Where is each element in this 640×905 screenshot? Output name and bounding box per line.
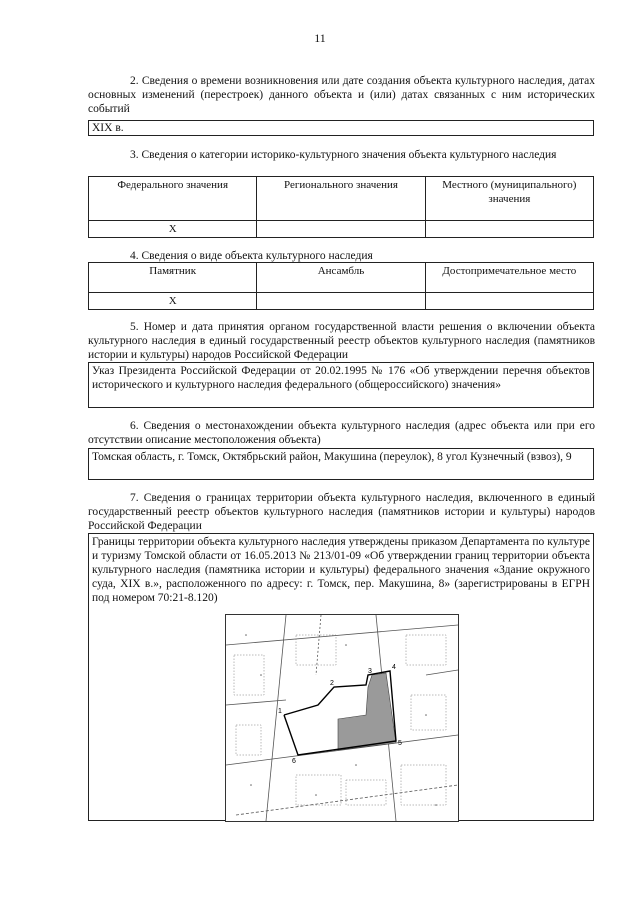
category-header-federal: Федерального значения xyxy=(89,177,257,221)
section-6-value: Томская область, г. Томск, Октябрьский район, Макушина (переулок), 8 угол Кузнечный (взвоз), 9 xyxy=(88,448,594,480)
section-3-heading: 3. Сведения о категории историко-культурного значения объекта культурного наследия xyxy=(130,149,557,161)
point-label-1: 1 xyxy=(278,708,282,715)
type-header-ensemble: Ансамбль xyxy=(257,263,425,293)
type-header-place: Достопримечательное место xyxy=(425,263,593,293)
section-5-value: Указ Президента Российской Федерации от 20.02.1995 № 176 «Об утверждении перечня объектов исторического и культурного наследия федерального (общероссийского) значения» xyxy=(88,362,594,408)
category-mark-federal: X xyxy=(89,221,257,238)
category-mark-local xyxy=(425,221,593,238)
point-label-6: 6 xyxy=(292,758,296,765)
section-4-heading: 4. Сведения о виде объекта культурного наследия xyxy=(130,250,373,262)
point-label-4: 4 xyxy=(392,664,396,671)
point-label-2: 2 xyxy=(330,680,334,687)
point-label-3: 3 xyxy=(368,668,372,675)
section-6-heading: 6. Сведения о местонахождении объекта культурного наследия (адрес объекта или при его отсутствии описание местоположения объекта) xyxy=(88,420,595,446)
map-streets xyxy=(226,615,458,821)
type-table xyxy=(88,262,594,310)
type-mark-place xyxy=(425,293,593,310)
category-table xyxy=(88,176,594,238)
type-mark-ensemble xyxy=(257,293,425,310)
category-header-local: Местного (муниципального) значения xyxy=(425,177,593,221)
point-label-5: 5 xyxy=(398,740,402,747)
section-2-heading: 2. Сведения о времени возникновения или дате создания объекта культурного наследия, датах основных изменений (перестроек) данного объекта и (или) датах связанных с ним исторических событий xyxy=(88,75,595,115)
boundary-map xyxy=(225,614,459,822)
category-header-regional: Регионального значения xyxy=(257,177,425,221)
section-7-text: Границы территории объекта культурного наследия утверждены приказом Департамента по культуре и туризму Томской области от 16.05.2013 № 213/01-09 «Об утверждении границ территории объекта культурного наследия (памятника истории и культуры) федерального значения «Здание окружного суда, XIX в.», расположенного по адресу: г. Томск, пер. Макушина, 8» (зарегистрированы в ЕГРН под номером 70:21-8.120) xyxy=(92,536,590,604)
section-7-heading: 7. Сведения о границах территории объекта культурного наследия, включенного в единый государственный реестр объектов культурного наследия (памятников истории и культуры) народов Российской Федерации xyxy=(88,492,595,532)
section-5-heading: 5. Номер и дата принятия органом государственной власти решения о включении объекта культурного наследия в единый государственный реестр объектов культурного наследия (памятников истории и культуры) народов Российской Федерации xyxy=(88,321,595,361)
page-number: 11 xyxy=(314,31,326,45)
type-mark-monument: X xyxy=(89,293,257,310)
protected-building-hatch xyxy=(338,673,396,750)
type-header-monument: Памятник xyxy=(89,263,257,293)
category-mark-regional xyxy=(257,221,425,238)
section-2-value: XIX в. xyxy=(88,120,594,136)
